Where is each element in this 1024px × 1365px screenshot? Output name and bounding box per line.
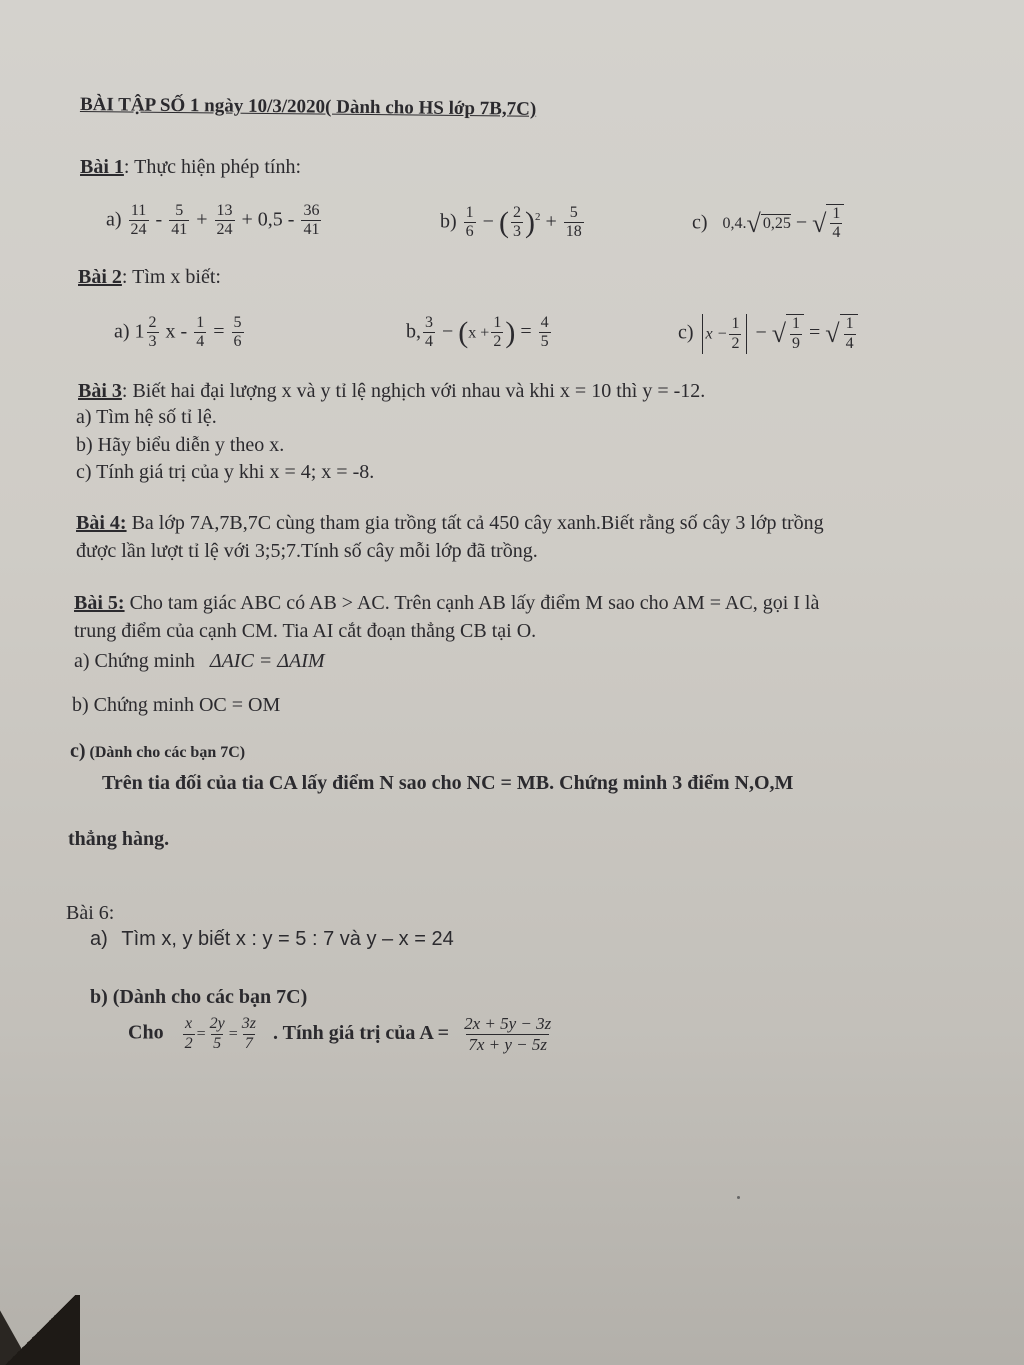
numerator: 2 xyxy=(512,204,521,221)
denominator: 4 xyxy=(832,224,841,242)
fraction xyxy=(539,314,551,352)
left-paren: ( xyxy=(458,315,469,349)
denominator: 2 xyxy=(731,334,740,352)
denominator: 9 xyxy=(792,334,801,352)
bai5-item-a xyxy=(74,650,325,673)
numerator: 1 xyxy=(792,315,801,333)
right-paren: ) xyxy=(524,205,535,239)
operator: − xyxy=(482,210,494,233)
numerator: 4 xyxy=(540,314,549,331)
denominator: 4 xyxy=(196,333,205,351)
abs-bar xyxy=(746,314,747,354)
fraction xyxy=(240,1015,258,1053)
sqrt-content xyxy=(840,314,858,353)
fraction xyxy=(511,204,523,242)
equals-sign: = xyxy=(809,321,821,344)
bai5-line2: trung điểm của cạnh CM. Tia AI cắt đoạn thẳng CB tại O. xyxy=(74,620,537,642)
bai2-b-prefix: b, xyxy=(406,320,421,343)
equals-sign: = xyxy=(213,320,225,343)
bai2-heading xyxy=(78,266,221,289)
paper-speck xyxy=(737,1196,740,1199)
whole-number: 1 xyxy=(134,320,145,343)
fraction xyxy=(844,315,856,353)
bai1-label: Bài 1 xyxy=(80,156,124,178)
expression-text: x + xyxy=(468,324,490,342)
bai1-a xyxy=(106,202,323,240)
bai6-label: Bài 6: xyxy=(66,902,115,924)
denominator: 24 xyxy=(216,221,233,239)
fraction xyxy=(464,204,476,242)
fraction xyxy=(564,204,584,242)
bai6-item-a xyxy=(90,928,454,951)
bai5-item-b: b) Chứng minh OC = OM xyxy=(72,694,281,716)
denominator: 18 xyxy=(565,223,582,241)
denominator: 3 xyxy=(148,333,157,351)
equals-sign: = xyxy=(520,320,532,343)
operator: − xyxy=(795,211,808,234)
denominator: 4 xyxy=(425,333,433,351)
expression-text: x - xyxy=(165,320,188,343)
sqrt-symbol: √ xyxy=(812,208,827,238)
sqrt-symbol: √ xyxy=(825,319,840,348)
numerator: 2 xyxy=(148,314,157,331)
bai4-line1 xyxy=(76,512,824,535)
equals-sign: = xyxy=(196,1025,206,1043)
bai1-c-prefix: c) xyxy=(692,211,708,234)
numerator: 1 xyxy=(832,205,841,222)
bai1-heading xyxy=(80,156,301,179)
bai3-label: Bài 3 xyxy=(78,380,122,402)
bai1-a-prefix: a) xyxy=(106,208,122,231)
numerator: 11 xyxy=(130,202,147,219)
denominator: 2 xyxy=(493,333,502,351)
expression-text: + 0,5 - xyxy=(241,208,295,231)
operator: − xyxy=(442,320,454,343)
denominator: 6 xyxy=(465,223,474,241)
numerator: x xyxy=(185,1015,193,1033)
bai3-item-a: a) Tìm hệ số tỉ lệ. xyxy=(76,406,217,428)
bai5-item-c-heading xyxy=(70,740,245,763)
operator: − xyxy=(755,321,767,344)
fraction xyxy=(169,202,189,240)
numerator: 1 xyxy=(465,204,474,221)
denominator: 41 xyxy=(303,221,320,239)
sqrt-symbol: √ xyxy=(771,319,787,348)
abs-bar xyxy=(702,314,703,354)
operator: + xyxy=(545,210,557,233)
operator: + xyxy=(196,208,208,231)
fraction xyxy=(301,202,321,240)
numerator: 3z xyxy=(241,1015,256,1033)
bai4-line2: được lần lượt tỉ lệ với 3;5;7.Tính số cây mỗi lớp đã trồng. xyxy=(76,540,538,562)
bai4-label: Bài 4: xyxy=(76,512,127,534)
bai2-a xyxy=(114,314,246,352)
denominator: 5 xyxy=(213,1034,222,1052)
fraction xyxy=(183,1015,195,1053)
fraction xyxy=(729,315,741,353)
fraction xyxy=(462,1014,553,1054)
sqrt-content xyxy=(786,314,804,353)
bai1-intro: : Thực hiện phép tính: xyxy=(123,156,302,178)
expression-text: x − xyxy=(705,325,728,343)
bai6-item-b-body xyxy=(128,1014,555,1054)
bai3-item-c: c) Tính giá trị của y khi x = 4; x = -8. xyxy=(76,461,375,483)
denominator: 2 xyxy=(184,1034,193,1052)
numerator: 1 xyxy=(493,314,502,331)
fraction xyxy=(830,205,842,243)
fraction xyxy=(208,1015,227,1053)
left-paren: ( xyxy=(498,205,509,239)
bai1-b xyxy=(440,204,586,242)
bai2-label: Bài 2 xyxy=(78,266,122,288)
operator: - xyxy=(155,208,163,231)
exponent: 2 xyxy=(534,210,541,223)
expression-text: 0,4. xyxy=(722,215,747,233)
bai3-heading xyxy=(78,380,705,403)
bai6-a-text: Tìm x, y biết x : y = 5 : 7 và y – x = 24 xyxy=(121,928,454,950)
bai5-c-line2: thẳng hàng. xyxy=(68,828,170,850)
numerator: 5 xyxy=(175,202,184,219)
bai6-b-note: (Dành cho các bạn 7C) xyxy=(112,986,308,1008)
bai6-a-prefix: a) xyxy=(90,928,108,950)
bai2-b xyxy=(406,314,553,352)
denominator: 41 xyxy=(171,221,188,239)
bai1-b-prefix: b) xyxy=(440,210,457,233)
fraction xyxy=(194,314,206,352)
denominator: 7 xyxy=(244,1034,253,1052)
bai6-b-prefix: b) xyxy=(90,986,108,1008)
bai5-c-line1: Trên tia đối của tia CA lấy điểm N sao cho NC = MB. Chứng minh 3 điểm N,O,M xyxy=(102,772,794,794)
denominator: 3 xyxy=(512,223,521,241)
bai5-line1 xyxy=(74,592,819,615)
numerator: 36 xyxy=(303,202,320,219)
bai5-a-text: a) Chứng minh xyxy=(74,650,195,672)
numerator: 5 xyxy=(569,204,578,221)
sqrt-symbol: √ xyxy=(746,208,761,238)
bai2-c xyxy=(678,314,858,354)
bai2-c-prefix: c) xyxy=(678,321,694,344)
numerator: 1 xyxy=(731,315,740,333)
denominator: 6 xyxy=(233,333,242,351)
right-paren: ) xyxy=(505,315,516,349)
denominator: 5 xyxy=(540,333,549,351)
bai6-item-b-heading xyxy=(90,986,307,1009)
bai4-text: Ba lớp 7A,7B,7C cùng tham gia trồng tất cả 450 cây xanh.Biết rằng số cây 3 lớp trồng xyxy=(126,512,824,534)
fraction xyxy=(423,314,435,352)
numerator: 2y xyxy=(209,1015,225,1033)
bai3-item-b: b) Hãy biểu diễn y theo x. xyxy=(76,434,285,456)
fraction xyxy=(491,314,503,352)
sqrt-content: 0,25 xyxy=(762,215,791,233)
fraction xyxy=(147,314,159,352)
sqrt-content xyxy=(826,204,844,243)
bai5-label: Bài 5: xyxy=(74,592,125,614)
fraction xyxy=(232,314,244,352)
bai1-c xyxy=(692,204,844,243)
bai2-intro: : Tìm x biết: xyxy=(121,266,221,288)
bai5-c-note: (Dành cho các bạn 7C) xyxy=(89,744,246,761)
denominator: 24 xyxy=(130,221,147,239)
worksheet-title: BÀI TẬP SỐ 1 ngày 10/3/2020( Dành cho HS lớp 7B,7C) xyxy=(79,94,537,120)
fraction xyxy=(129,202,149,240)
bai5-text: Cho tam giác ABC có AB > AC. Trên cạnh AB lấy điểm M sao cho AM = AC, gọi I là xyxy=(124,592,820,614)
table-background xyxy=(0,1295,80,1365)
numerator: 1 xyxy=(845,315,854,333)
bai3-intro: : Biết hai đại lượng x và y tỉ lệ nghịch với nhau và khi x = 10 thì y = -12. xyxy=(121,380,706,402)
numerator: 5 xyxy=(233,314,242,331)
numerator: 13 xyxy=(216,202,233,219)
denominator: 4 xyxy=(845,334,854,352)
numerator: 1 xyxy=(196,314,205,331)
numerator: 2x + 5y − 3z xyxy=(464,1014,552,1033)
bai5-c-label: c) xyxy=(70,740,86,762)
numerator: 3 xyxy=(425,314,433,331)
bai2-a-prefix: a) xyxy=(114,320,130,343)
bai6-cho: Cho xyxy=(128,1021,164,1044)
bai5-a-formula: ΔAIC = ΔAIM xyxy=(209,650,325,672)
fraction xyxy=(215,202,235,240)
denominator: 7x + y − 5z xyxy=(468,1034,547,1054)
equals-sign: = xyxy=(228,1025,238,1043)
fraction xyxy=(790,315,802,353)
bai6-b-mid: . Tính giá trị của A = xyxy=(272,1021,450,1044)
